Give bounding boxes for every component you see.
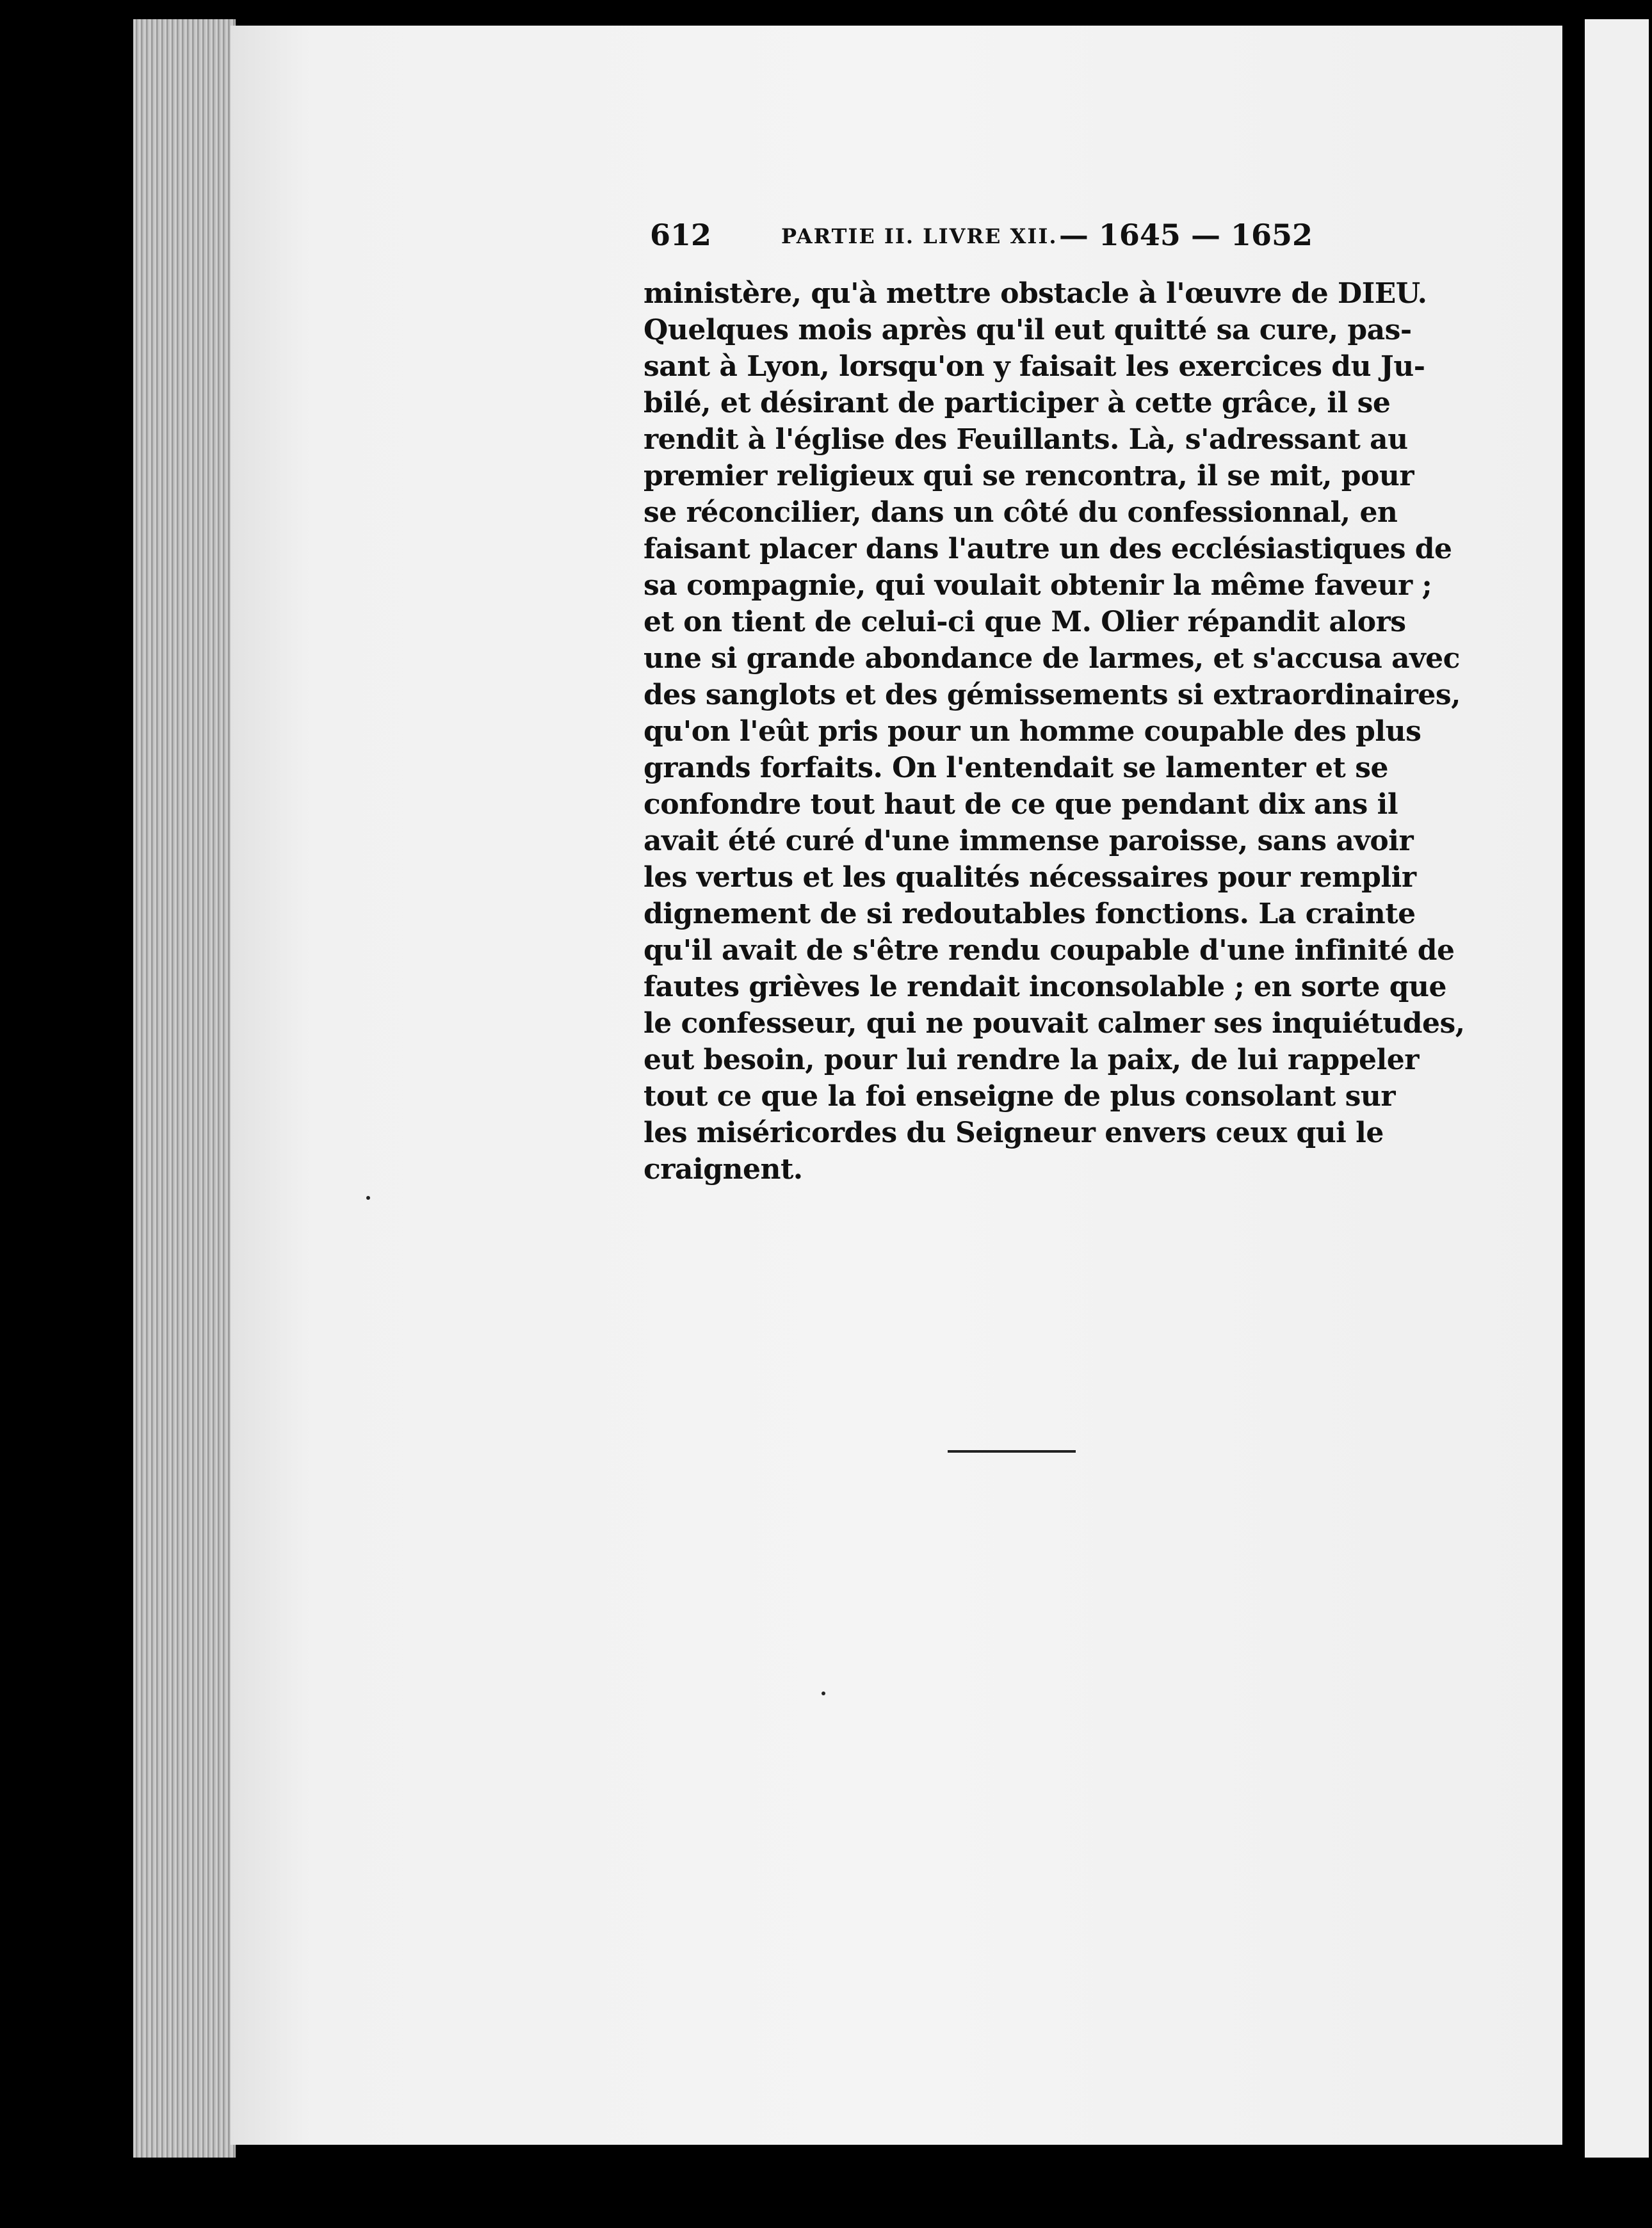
ink-speck [366,1196,370,1200]
text-line: se réconcilier, dans un côté du confessionnal, en [644,496,1398,529]
header-years: — 1645 — 1652 [1058,218,1313,252]
text-line: eut besoin, pour lui rendre la paix, de lui rappeler [644,1044,1419,1076]
text-line: premier religieux qui se rencontra, il se mit, pour [644,460,1414,492]
text-line: tout ce que la foi enseigne de plus consolant sur [644,1080,1396,1113]
text-line: Quelques mois après qu'il eut quitté sa cure, pas- [644,314,1412,346]
text-line: avait été curé d'une immense paroisse, sans avoir [644,825,1414,857]
text-line: des sanglots et des gémissements si extraordinaires, [644,679,1461,711]
text-line: le confesseur, qui ne pouvait calmer ses inquiétudes, [644,1007,1465,1040]
text-line: faisant placer dans l'autre un des ecclésiastiques de [644,533,1452,565]
page-stack-edge [133,19,236,2158]
text-line: ministère, qu'à mettre obstacle à l'œuvre de DIEU. [644,277,1427,310]
page-number: 612 [650,218,712,252]
text-line: fautes grièves le rendait inconsolable ; en sorte que [644,971,1446,1003]
text-line: craignent. [644,1153,803,1186]
text-line: qu'il avait de s'être rendu coupable d'une infinité de [644,934,1455,967]
text-line: qu'on l'eût pris pour un homme coupable des plus [644,715,1421,748]
text-line: sant à Lyon, lorsqu'on y faisait les exercices du Ju- [644,350,1425,383]
text-line: sa compagnie, qui voulait obtenir la même faveur ; [644,569,1432,602]
text-line: bilé, et désirant de participer à cette grâce, il se [644,387,1391,419]
section-rule [948,1450,1076,1453]
text-line: grands forfaits. On l'entendait se lamenter et se [644,752,1388,784]
body-text [644,275,1465,1188]
text-line: et on tient de celui-ci que M. Olier répandit alors [644,606,1406,638]
facing-page-edge [1585,19,1649,2158]
text-line: les vertus et les qualités nécessaires pour remplir [644,861,1416,894]
text-line: une si grande abondance de larmes, et s'accusa avec [644,642,1460,675]
running-title: PARTIE II. LIVRE XII. [781,224,1058,248]
text-line: confondre tout haut de ce que pendant dix ans il [644,788,1398,821]
text-line: rendit à l'église des Feuillants. Là, s'adressant au [644,423,1408,456]
ink-speck [822,1691,825,1695]
text-line: les miséricordes du Seigneur envers ceux qui le [644,1117,1384,1149]
running-header [650,218,1322,256]
text-line: dignement de si redoutables fonctions. La crainte [644,898,1416,930]
